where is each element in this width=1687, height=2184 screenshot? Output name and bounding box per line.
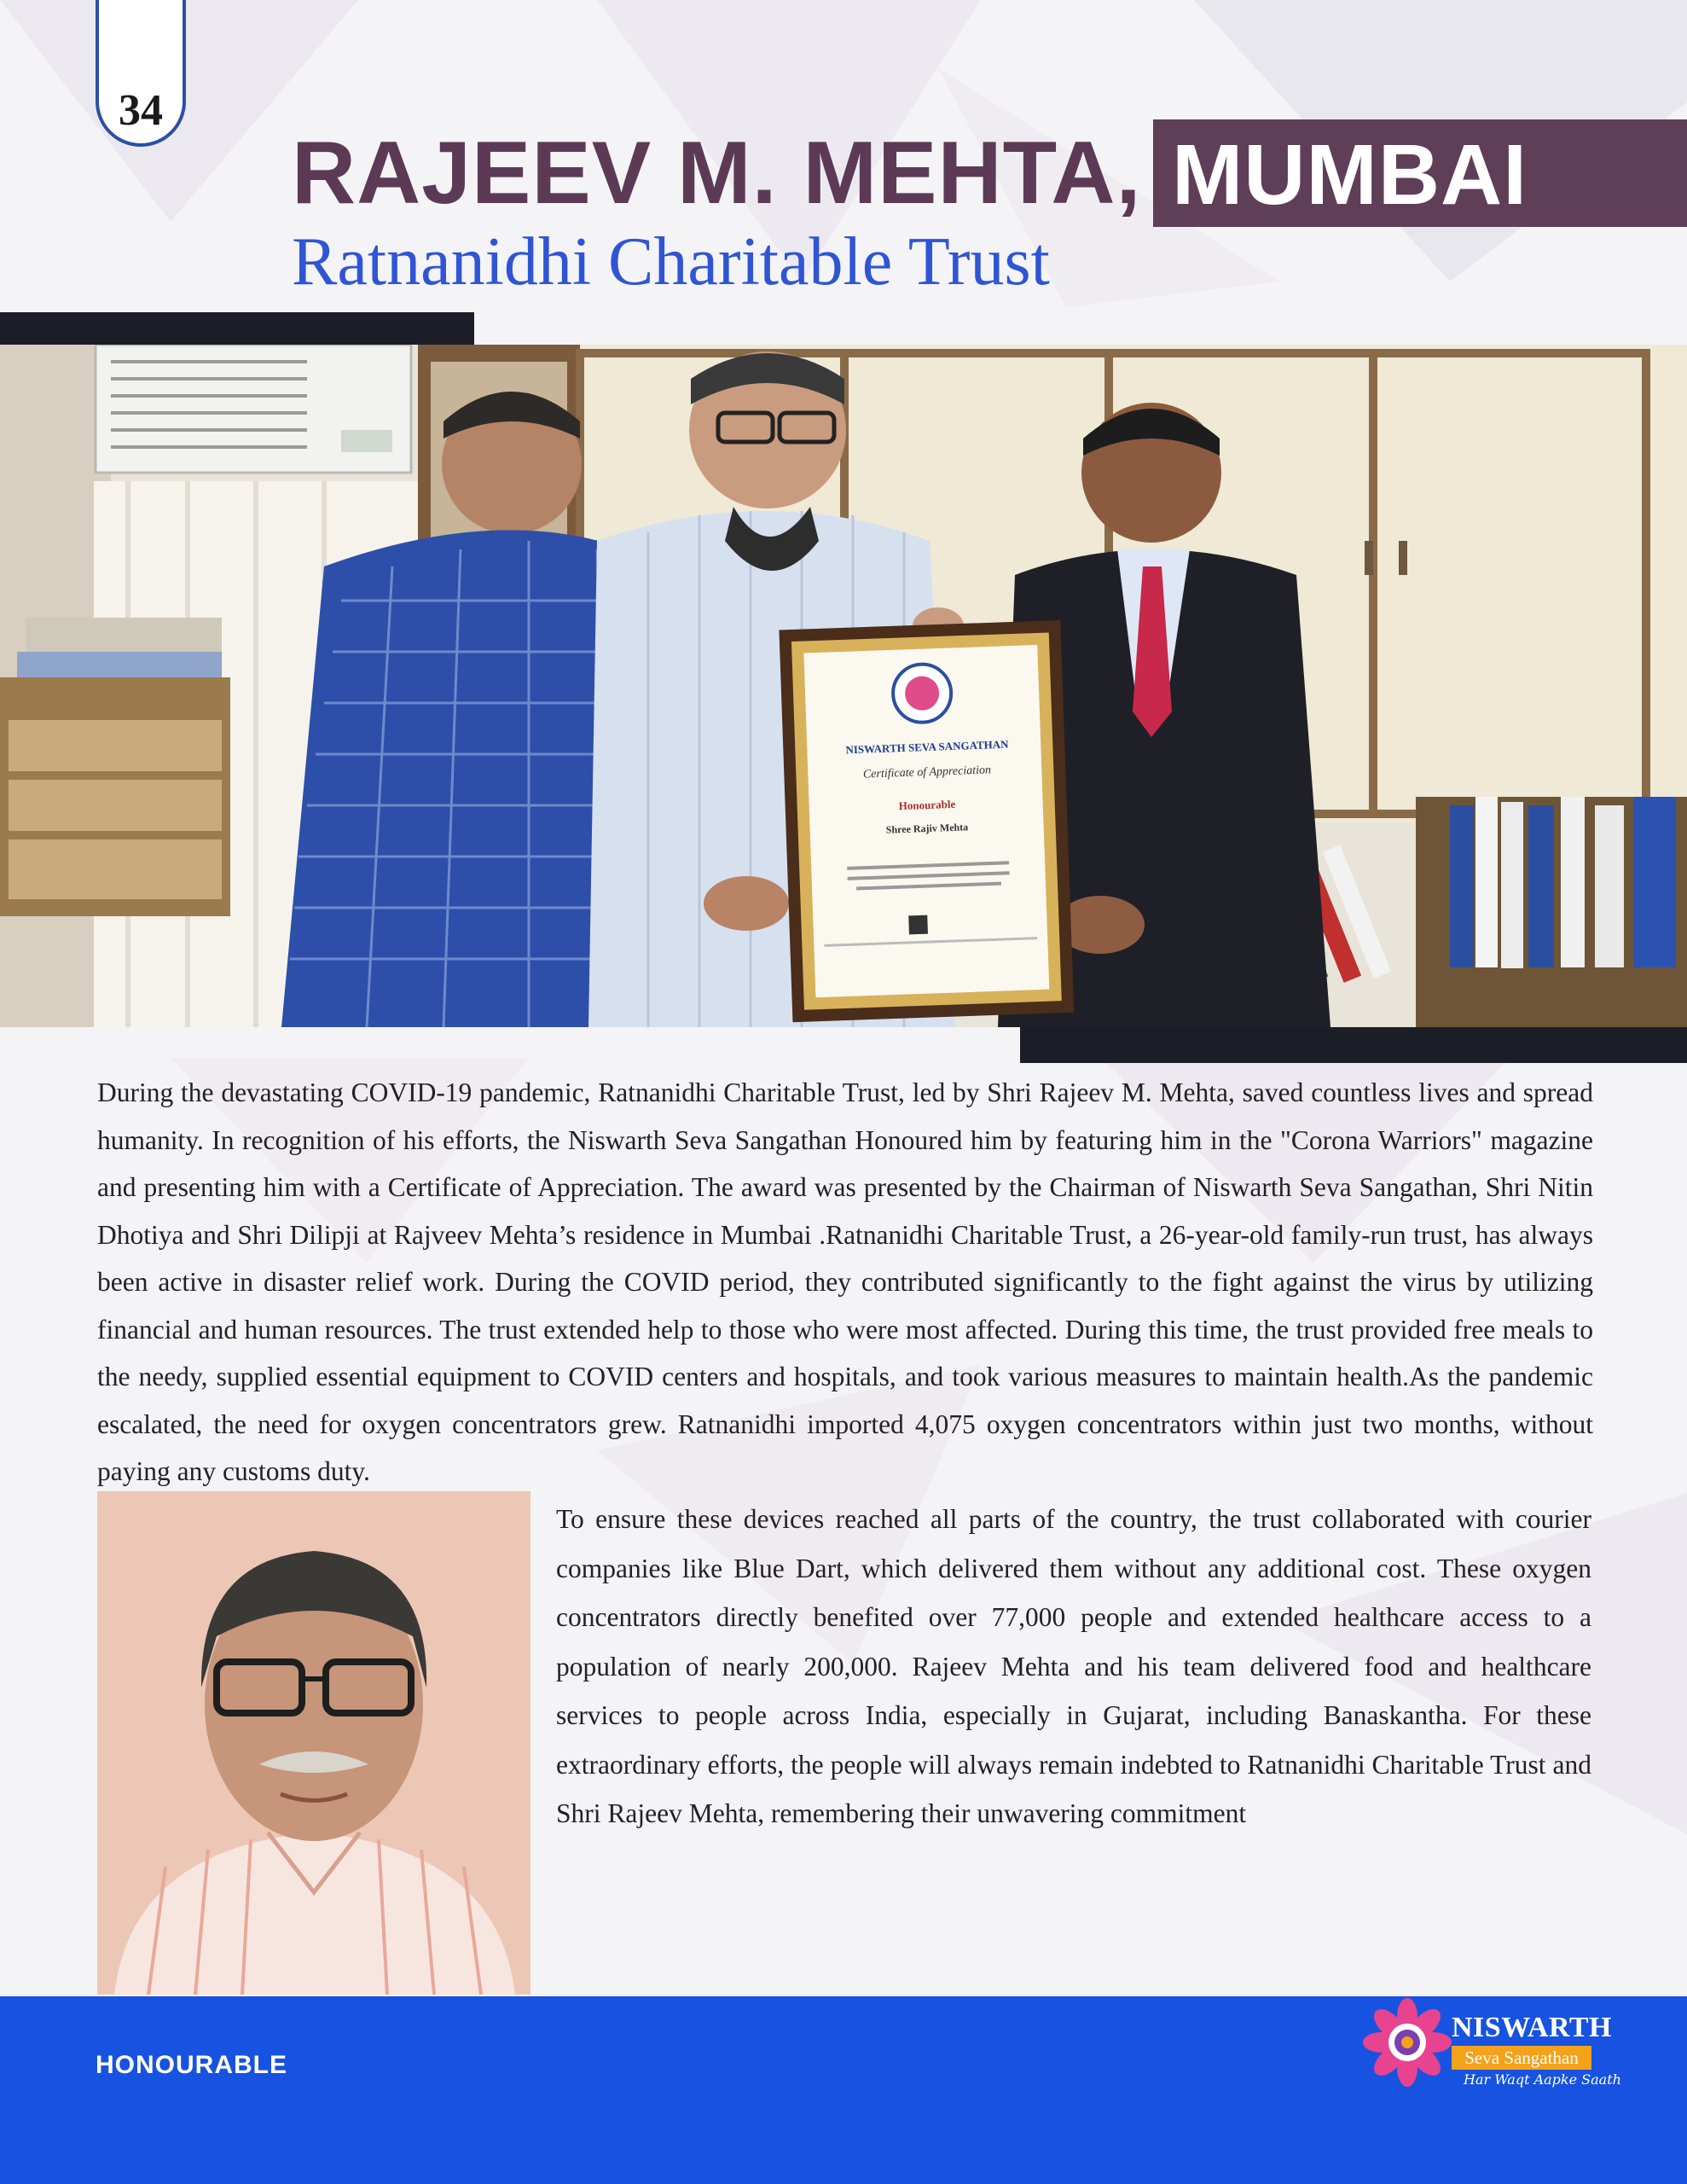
niswarth-logo [1363,1996,1621,2099]
footer-band [0,1996,1687,2184]
certificate-org: NISWARTH SEVA SANGATHAN [845,737,1009,757]
page-title [292,119,1141,227]
section-label: HONOURABLE [96,2051,287,2079]
honoree-city: MUMBAI [1172,127,1528,223]
logo-name: NISWARTH [1452,2012,1612,2043]
divider-bar [0,312,474,345]
portrait-photo [97,1491,530,1995]
page-number-tab [96,0,186,147]
portrait-illustration [97,1491,530,1995]
award-ceremony-photo [0,345,1687,1027]
lotus-logo-icon [1363,1998,1452,2087]
city-banner [1153,119,1687,227]
article-paragraph-1: During the devastating COVID-19 pandemic, Ratnanidhi Charitable Trust, led by Shri Rajeev M. Mehta, saved countless lives and spread humanity. In recognition of his efforts, the Niswarth Seva Sangathan Honoured him by featuring him in the "Corona Warriors" magazine and presenting him with a Certificate of Appreciation. The award was presented by the Chairman of Niswarth Seva Sangathan, Shri Nitin Dhotiya and Shri Dilipji at Rajveev Mehta’s residence in Mumbai .Ratnanidhi Charitable Trust, a 26-year-old family-run trust, has always been active in disaster relief work. During the COVID period, they contributed significantly to the fight against the virus by utilizing financial and human resources. The trust extended help to those who were most affected. During this time, the trust provided free meals to the needy, supplied essential equipment to COVID centers and hospitals, and took various measures to maintain health.As the pandemic escalated, the need for oxygen concentrators grew. Ratnanidhi imported 4,075 oxygen concentrators within just two months, without paying any customs duty. [97,1077,1593,1486]
logo-subtitle: Seva Sangathan [1452,2046,1591,2070]
divider-bar-bottom [1020,1027,1687,1063]
certificate-heading: Certificate of Appreciation [862,764,992,781]
organization-subtitle: Ratnanidhi Charitable Trust [292,224,1050,299]
photo-illustration [0,345,1687,1027]
page-number: 34 [119,86,163,135]
honoree-name: RAJEEV M. MEHTA, [292,123,1142,223]
certificate-recipient: Shree Rajiv Mehta [885,821,969,836]
article-paragraph-2: To ensure these devices reached all parts of the country, the trust collaborated with courier companies like Blue Dart, which delivered them without any additional cost. These oxygen concentrators directly benefited over 77,000 people and extended healthcare access to a population of nearly 200,000. Rajeev Mehta and his team delivered food and healthcare services to people across India, especially in Gujarat, including Banaskantha. For these extraordinary efforts, the people will always remain indebted to Ratnanidhi Charitable Trust and Shri Rajeev Mehta, remembering their unwavering commitment [556,1504,1591,1828]
certificate-honour: Honourable [898,797,956,813]
logo-tagline: Har Waqt Aapke Saath [1464,2071,1621,2088]
